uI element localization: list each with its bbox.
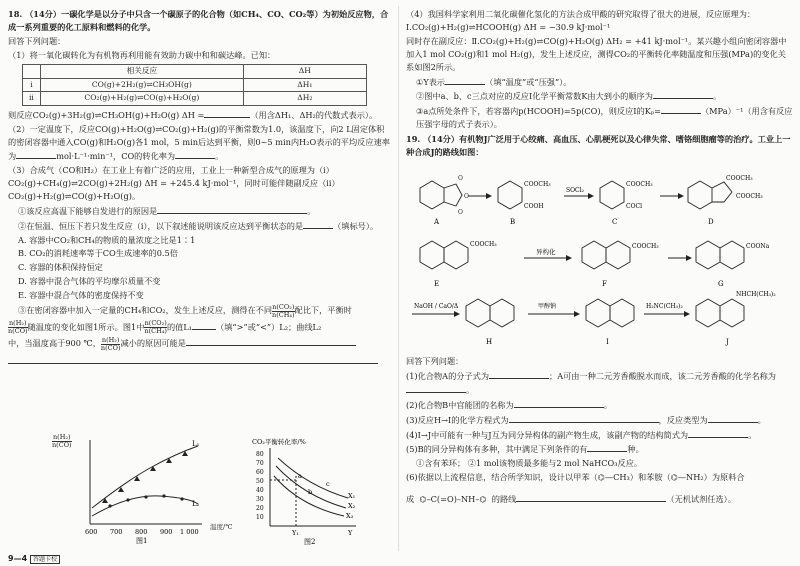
q18-head-text: 18. （14分）一碳化学是以分子中只含一个碳原子的化合物（如CH₄、CO、CO₂等）为初始反应物，合成一系列重要的化工原料和燃料的化学。 [8, 9, 389, 32]
table-header-dh: ΔH [243, 64, 366, 78]
q18-part4: （4）我国科学家利用二氧化碳催化氢化的方法合成甲酸的研究取得了很大的进展，反应原理为：Ⅰ.CO₂(g)+H₂(g)⇌HCOOH(g) ΔH = −30.9 kJ·mol⁻¹ [406, 9, 756, 32]
a6-text: (6)依据以上流程信息，结合所学知识，设计以甲苯（ [406, 472, 598, 483]
q19-part5 [406, 442, 794, 456]
right-column [406, 8, 794, 160]
q19-part5-conditions: ①含有苯环； ②1 mol该物质最多能与2 mol NaHCO₃反应。 [416, 458, 643, 469]
frac-num: n(CO₂) [144, 319, 167, 328]
fig2-ytick: 80 [256, 451, 264, 458]
arrowhead [486, 193, 492, 199]
benzene-ring-icon: ⌬ [597, 472, 605, 483]
a3b-text: ，反应类型为 [658, 414, 708, 425]
label-d: D [708, 218, 714, 226]
fig2-ytick: 70 [256, 460, 264, 467]
q18-s3b-text: 配比下，平衡时 [294, 305, 352, 316]
option-e: E. 容器中混合气体的密度保持不变 [18, 290, 144, 301]
q18-s3f-text: 中，当温度高于900 ℃， [8, 338, 101, 349]
reaction-table [22, 64, 367, 107]
table-header-empty [23, 64, 41, 78]
fig1-xtick: 700 [110, 528, 123, 536]
label-e: E [434, 280, 440, 288]
group-b-ester: COOCH₃ [524, 181, 551, 188]
reaction-2-no: ii [23, 92, 41, 106]
group-e-ester: COOCH₃ [470, 241, 497, 248]
column-divider [398, 6, 399, 551]
arrow-label-methoxide: 甲醇钠 [538, 303, 557, 310]
q1b-text: （填“温度”或“压强”）。 [485, 76, 572, 87]
a6d-text: 成 [406, 494, 415, 505]
frac-num: n(H₂) [53, 433, 71, 441]
frac-den: n(CH₄) [144, 327, 167, 336]
group-d-ester: COOCH₃ [726, 175, 753, 182]
q18-sub3-cont [8, 320, 392, 336]
a6c-text: —NH₂）为原料合 [677, 472, 745, 483]
fig1-xtick: 1 000 [180, 528, 199, 536]
arrowhead [588, 193, 594, 199]
q19-heading [406, 133, 794, 159]
svg-text:O: O [458, 209, 463, 216]
fig1-label-l1: L₁ [192, 440, 200, 448]
label-i: I [606, 338, 609, 346]
fig1-title: 图1 [136, 537, 148, 544]
structure-d [688, 181, 732, 209]
fig2-point-c: c [326, 480, 330, 488]
a6e-text: 的路线 [491, 494, 517, 505]
q18-part3: （3）合成气（CO和H₂）在工业上有着广泛的应用，工业上一种新型合成气的原理为（i）CO₂(g)+CH₄(g)⇌2CO(g)+2H₂(g) ΔH = +245.4 kJ·mol⁻¹，同时可能伴随副反应（ii）CO₂(g)+H₂(g)⇌CO(g)+H₂O(g)。 [8, 164, 340, 201]
group-c-chloride: COCl [626, 203, 643, 210]
label-c: C [612, 218, 618, 226]
a1-text: (1)化合物A的分子式为 [406, 370, 490, 381]
label-f: F [602, 280, 607, 288]
q18-part4-q1 [406, 75, 794, 89]
q1-text: ①Y表示 [416, 76, 446, 87]
a5b-text: 种。 [627, 444, 644, 455]
answer-blank-conversion[interactable] [175, 149, 215, 159]
q19-part3: (3)反应H→I的化学方程式为 ，反应类型为 。 [406, 414, 766, 425]
q18-s1-text: ①该反应高温下能够自发进行的原因是 [18, 205, 158, 216]
structure-e [420, 241, 468, 269]
fig1-xtick: 900 [160, 528, 173, 536]
q19-part1: (1)化合物A的分子式为 ；A可由一种二元芳香酸脱水而成，该二元芳香酸的化学名称为。 [406, 370, 776, 395]
structure-j [696, 299, 744, 327]
fraction-h2-co-2 [101, 337, 121, 352]
arrowhead [686, 255, 692, 261]
fig2-label-x3: X₃ [346, 512, 354, 520]
answer-blank-kp[interactable] [661, 104, 701, 114]
q18-part1b [8, 108, 392, 122]
q18-intro: 回答下列问题： [8, 35, 66, 46]
answer-blank-route[interactable] [516, 492, 666, 502]
answer-blank-equilibrium[interactable] [303, 219, 333, 229]
fig1-xtick: 600 [85, 528, 98, 536]
group-b-acid: COOH [524, 203, 544, 210]
frac-den: n(CO) [100, 343, 121, 352]
a5-text: (5)B的同分异构体有多种，其中满足下列条件的有 [406, 444, 588, 455]
reaction-2-dh: ΔH₂ [243, 92, 366, 106]
a6f-text: （无机试剂任选）。 [666, 494, 736, 505]
fig2-curve-x2 [276, 466, 346, 508]
structure-c [600, 181, 624, 209]
group-d-ester2: COOCH₃ [736, 193, 763, 200]
q18-s2-text: ②在恒温、恒压下若只发生反应（i），以下叙述能说明该反应达到平衡状态的是 [18, 220, 304, 231]
reaction-1-dh: ΔH₁ [243, 78, 366, 92]
a6b-text: —CH₃）和苯胺（ [604, 472, 671, 483]
group-j-amine: NHCH(CH₃)₂ [736, 291, 776, 298]
group-g-salt: COONa [746, 243, 770, 250]
q18-sub3-end [8, 336, 392, 352]
fig1-ylabel [52, 434, 72, 449]
answer-blank-acid-name[interactable] [406, 383, 466, 393]
fig2-yticks [256, 451, 264, 521]
q18-part4-q3 [406, 104, 794, 131]
answer-blank-cause[interactable] [186, 336, 356, 346]
answer-blank-isomers[interactable] [587, 442, 627, 452]
arrowhead [684, 311, 690, 317]
q18-sub2 [8, 219, 392, 233]
fig1-l2-markers [108, 494, 183, 507]
structure-i [586, 299, 634, 327]
frac-num: n(CO₂) [272, 302, 295, 311]
figure-2 [248, 436, 368, 546]
fig2-xtick: Y₁ [292, 529, 299, 537]
q18-s3g-text: 减小的原因可能是 [120, 338, 186, 349]
q18-s3-text: ③在密闭容器中加入一定量的CH₄和CO₂，发生上述反应，测得在不同 [18, 305, 273, 316]
fig2-ylabel: CO₂平衡转化率/% [252, 438, 306, 446]
q19-intro: 回答下列问题： [406, 356, 464, 366]
amide-product-icon: ⌬–C(=O)–NH–⌬ [419, 494, 487, 505]
arrow-label-naoh: NaOH / CaO/Δ [414, 303, 459, 310]
q18-s3e-text: （填“>”或“<”）L₂；曲线L₂ [216, 321, 322, 332]
answer-blank-order[interactable] [653, 89, 713, 99]
reaction-1-no: i [23, 78, 41, 92]
fig2-label-x1: X₁ [348, 492, 356, 500]
fraction-h2-co [8, 320, 28, 335]
arrowhead [566, 255, 572, 261]
option-a: A. 容器中CO₂和CH₄的物质的量浓度之比是1∶1 [18, 234, 196, 245]
q3-text: ③a点所处条件下，若容器内p(HCOOH)=5p(CO)，则反应Ⅰ的Kₚ= [416, 106, 661, 117]
label-j: J [726, 338, 729, 346]
svg-text:O: O [464, 193, 469, 200]
answer-blank-functional-group[interactable] [514, 398, 604, 408]
svg-text:O: O [458, 175, 463, 182]
q18-p1c-text: （用含ΔH₁、ΔH₂的代数式表示）。 [250, 110, 378, 121]
arrow-label-amine: H₂NC(CH₃)₂ [646, 303, 683, 310]
fig1-label-l2: L₂ [192, 500, 200, 508]
fraction-co2-ch4-2 [144, 320, 167, 335]
q18-p2b-text: mol·L⁻¹·min⁻¹，CO的转化率为 [56, 151, 176, 162]
structure-b [498, 181, 522, 209]
structure-a [420, 175, 469, 216]
fig2-ytick: 60 [256, 469, 264, 476]
q18-part2: （2）一定温度下，反应CO(g)+H₂O(g)⇌CO₂(g)+H₂(g)的平衡常数为1.0，该温度下，向2 L固定体积的密闭容器中通入CO(g)和H₂O(g)各1 mol，5 min后达到平衡，则0~5 min内H₂O表示的平均反应速率为 mol·L⁻¹·min⁻¹，CO的转化率为 。 [8, 124, 390, 162]
answer-blank-reason[interactable] [157, 204, 307, 214]
reaction-1: CO(g)+2H₂(g)⇌CH₃OH(g) [40, 78, 243, 92]
fig2-ytick: 40 [256, 487, 264, 494]
frac-den: n(CH₄) [272, 310, 295, 319]
arrowhead [574, 311, 580, 317]
q18-s3d-text: 的值L₁ [166, 321, 193, 332]
option-d: D. 容器中混合气体的平均摩尔质量不变 [18, 276, 161, 287]
frac-den: n(CO) [52, 441, 72, 449]
arrow-label-isomerize: 异构化 [536, 248, 556, 256]
q18-part1: （1）将一氧化碳转化为有机物再利用能有效助力碳中和和碳达峰。已知： [8, 49, 276, 60]
a2-text: (2)化合物B中官能团的名称为 [406, 399, 514, 410]
arrowhead [454, 311, 460, 317]
q18-s2b-text: （填标号）。 [333, 220, 379, 231]
frac-den: n(CO) [8, 327, 28, 336]
answer-blank-y[interactable] [445, 75, 485, 85]
figure-1 [80, 432, 210, 544]
label-g: G [718, 280, 724, 288]
fig2-xtick: Y [348, 529, 353, 537]
q19-head-text: 19. （14分）有机物J广泛用于心绞痛、高血压、心肌梗死以及心律失常、嗜铬细胞瘤等的治疗。工业上一种合成J的路线如图： [406, 134, 791, 158]
a1b-text: ；A可由一种二元芳香酸脱水而成，该二元芳香酸的化学名称为 [549, 370, 776, 381]
fig2-ytick: 50 [256, 478, 264, 485]
q18-sub1: ①该反应高温下能够自发进行的原因是 。 [18, 205, 316, 216]
fig1-xlabel: 温度/℃ [210, 523, 233, 531]
answer-blank-byproduct[interactable] [688, 428, 748, 438]
fig2-ytick: 20 [256, 505, 264, 512]
q18-p2-text: （2）一定温度下，反应CO(g)+H₂O(g)⇌CO₂(g)+H₂(g)的平衡常数为1.0，该温度下，向2 L固定体积的密闭容器中通入CO(g)和H₂O(g)各1 mol，5 min后达到平衡，则0~5 min内H₂O表示的平均反应速率为 [8, 124, 390, 162]
arrowhead [678, 193, 684, 199]
q18-s3c-text: 随温度的变化如图1所示。图1中 [27, 321, 145, 332]
label-b: B [510, 218, 516, 226]
structure-f [582, 241, 630, 269]
fig2-ytick: 30 [256, 496, 264, 503]
answer-blank-reaction-type[interactable] [708, 413, 758, 423]
option-b: B. CO₂的消耗速率等于CO生成速率的0.5倍 [18, 248, 178, 259]
frac-num: n(H₂) [101, 335, 120, 344]
synthesis-route [406, 168, 794, 358]
fig1-l1-markers [102, 451, 188, 503]
fig2-point-a: a [298, 472, 302, 480]
q18-part4b: 同时存在副反应：Ⅱ.CO₂(g)+H₂(g)⇌CO(g)+H₂O(g) ΔH₂ = +41 kJ·mol⁻¹。某兴趣小组向密闭容器中加入1 mol CO₂(g)和1 mol H₂(g)，发生上述反应，测得CO₂的平衡转化率随温度和压强(MPa)的变化关系如图2所示。 [406, 35, 787, 72]
reaction-2: CO₂(g)+H₂(g)⇌CO(g)+H₂O(g) [40, 92, 243, 106]
fraction-co2-ch4 [272, 304, 295, 319]
fig2-label-x2: X₂ [348, 502, 356, 510]
option-c: C. 容器的体积保持恒定 [18, 262, 103, 273]
q18-sub3 [8, 303, 392, 319]
fig2-curve-x3 [274, 476, 344, 516]
table-header-reaction: 相关反应 [40, 64, 243, 78]
a4-text: (4)I→J中可能有一种与J互为同分异构体的副产物生成，该副产物的结构简式为 [406, 429, 689, 440]
fig2-title: 图2 [304, 538, 316, 546]
fig2-ytick: 10 [256, 514, 264, 521]
benzene-ring-icon: ⌬ [670, 472, 678, 483]
q19-part4: (4)I→J中可能有一种与J互为同分异构体的副产物生成，该副产物的结构简式为 。 [406, 429, 757, 440]
q19-part2: (2)化合物B中官能团的名称为 。 [406, 399, 612, 410]
answer-blank-dh[interactable] [204, 108, 250, 118]
q18-part4-q2: ②图中a、b、c三点对应的反应Ⅰ化学平衡常数K由大到小的顺序为 。 [416, 91, 722, 102]
structure-g [696, 241, 744, 269]
q2-text: ②图中a、b、c三点对应的反应Ⅰ化学平衡常数K由大到小的顺序为 [416, 91, 653, 102]
label-h: H [486, 338, 493, 346]
label-a: A [434, 218, 440, 226]
group-c-ester: COOCH₃ [626, 181, 653, 188]
page-footer [8, 554, 60, 563]
structure-h [466, 299, 514, 327]
page-number: 9—4 [8, 554, 28, 563]
group-f-ester: COOCH₃ [632, 243, 659, 250]
fig1-xtick: 800 [135, 528, 148, 536]
fig2-point-b: b [308, 488, 313, 496]
q18-p1b-text: 则反应CO₂(g)+3H₂(g)⇌CH₃OH(g)+H₂O(g) ΔH = [8, 110, 205, 121]
answer-blank-compare[interactable] [192, 320, 216, 330]
q19-part6 [406, 471, 794, 484]
q19-part6-cont [406, 492, 794, 506]
q19-questions [406, 355, 794, 507]
q18-heading [8, 8, 392, 34]
a3-text: (3)反应H→I的化学方程式为 [406, 414, 509, 425]
q3b-text: （MPa）⁻¹（用含有反应压强字母的式子表示）。 [416, 106, 793, 130]
answer-blank-equation[interactable] [509, 413, 659, 423]
answer-blank-rate[interactable] [16, 149, 56, 159]
arrow-label-socl2: SOCl₂ [566, 187, 584, 194]
answer-blank-formula[interactable] [489, 369, 549, 379]
frac-num: n(H₂) [9, 319, 27, 328]
answer-line-cause[interactable] [8, 353, 378, 364]
brand-logo: 答题卡校 [30, 555, 60, 564]
left-column [8, 8, 392, 364]
